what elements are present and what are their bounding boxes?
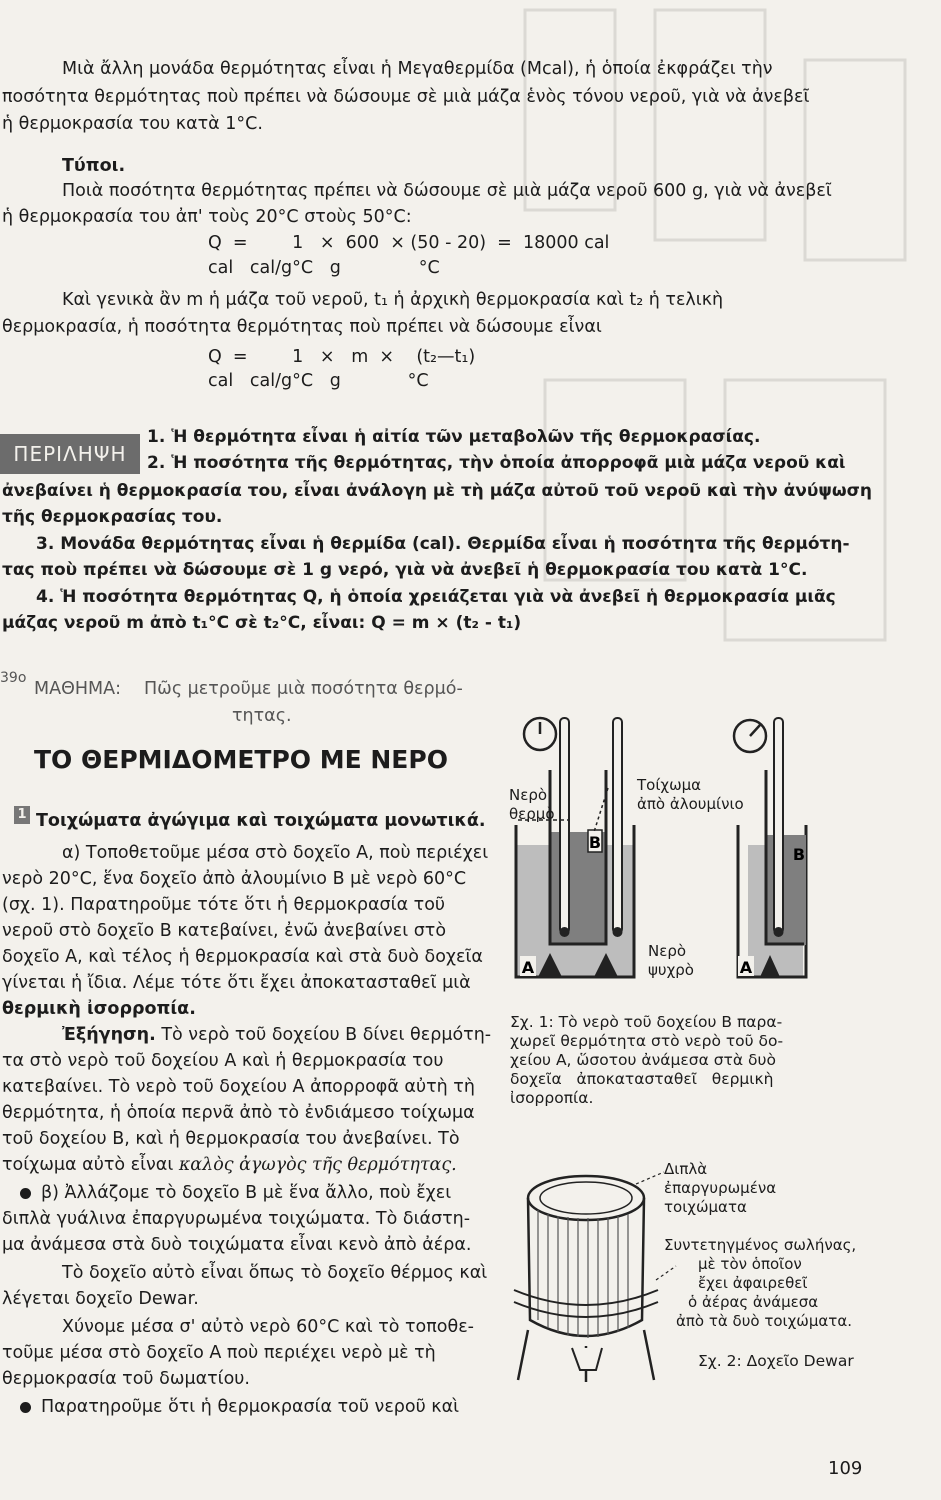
- summary-point-4b: μάζας νεροῦ m ἀπὸ t₁°C σὲ t₂°C, εἶναι: Q = m × (t₂ - t₁): [2, 613, 522, 633]
- fig1-caption-4: δοχεῖα ἀποκατασταθεῖ θερμικὴ: [510, 1070, 774, 1088]
- body-a3: (σχ. 1). Παρατηροῦμε τότε ὅτι ἡ θερμοκρασία τοῦ: [2, 895, 446, 915]
- equation-1: Q = 1 × 600 × (50 - 20) = 18000 cal: [208, 233, 610, 253]
- body-c1: Τὸ δοχεῖο αὐτὸ εἶναι ὅπως τὸ δοχεῖο θέρμος καὶ: [62, 1263, 488, 1283]
- body-b2: διπλὰ γυάλινα ἐπαργυρωμένα τοιχώματα. Τὸ διάστη-: [2, 1209, 471, 1229]
- formula-general-2: θερμοκρασία, ἡ ποσότητα θερμότητας ποὺ πρέπει νὰ δώσουμε εἶναι: [2, 317, 602, 337]
- body-e6: τοίχωμα αὐτὸ εἶναι: [2, 1155, 174, 1175]
- equation-1-units: cal cal/g°C g °C: [208, 258, 440, 278]
- formulas-heading: Τύποι.: [62, 156, 126, 176]
- fig2-tube-label-5: ἀπὸ τὰ δυὸ τοιχώματα.: [676, 1312, 852, 1330]
- left-setup: [516, 718, 634, 977]
- label-B-left: Β: [588, 833, 602, 852]
- fig2-tube-label-4: ὁ ἀέρας ἀνάμεσα: [688, 1293, 819, 1311]
- body-d3: θερμοκρασία τοῦ δωματίου.: [2, 1369, 250, 1389]
- bullet-icon: [20, 1402, 31, 1413]
- label-B-right: Β: [792, 845, 806, 864]
- fig2-walls-label-2: ἐπαργυρωμένα: [664, 1179, 777, 1197]
- body-a5: δοχεῖο Α, καὶ τέλος ἡ θερμοκρασία καὶ στὰ δυὸ δοχεῖα: [2, 947, 483, 967]
- body-c2: λέγεται δοχεῖο Dewar.: [2, 1289, 199, 1309]
- body-e1: Τὸ νερὸ τοῦ δοχείου Β δίνει θερμότη-: [155, 1025, 492, 1045]
- body-b1: β) Ἀλλάζομε τὸ δοχεῖο Β μὲ ἕνα ἄλλο, ποὺ ἔχει: [41, 1183, 452, 1203]
- fig1-wall-label-1: Τοίχωμα: [637, 776, 702, 794]
- fig1-caption-3: χείου Α, ὥσοτου ἀνάμεσα στὰ δυὸ: [510, 1051, 776, 1069]
- intro-line-2: ποσότητα θερμότητας ποὺ πρέπει νὰ δώσουμε σὲ μιὰ μάζα ἑνὸς τόνου νεροῦ, γιὰ νὰ ἀνεβεῖ: [2, 87, 810, 107]
- intro-line-1: Μιὰ ἄλλη μονάδα θερμότητας εἶναι ἡ Μεγαθερμίδα (Mcal), ἡ ὁποία ἐκφράζει τὴν: [62, 59, 773, 79]
- body-e4: θερμότητα, ἡ ὁποία περνᾶ ἀπὸ τὸ ἐνδιάμεσο τοίχωμα: [2, 1103, 475, 1123]
- formula-question-1b: ἡ θερμοκρασία του ἀπ' τοὺς 20°C στοὺς 50°C:: [2, 207, 412, 227]
- figure-1-calorimeter: [508, 710, 808, 980]
- fig2-tube-label-3: ἔχει ἀφαιρεθεῖ: [698, 1274, 808, 1292]
- fig2-walls-label-1: Διπλὰ: [664, 1160, 708, 1178]
- body-b3: μα ἀνάμεσα στὰ δυὸ τοιχώματα εἶναι κενὸ ἀπὸ ἀέρα.: [2, 1235, 472, 1255]
- intro-line-3: ἡ θερμοκρασία του κατὰ 1°C.: [2, 114, 263, 134]
- summary-point-3b: τας ποὺ πρέπει νὰ δώσουμε σὲ 1 g νερό, γιὰ νὰ ἀνεβεῖ ἡ θερμοκρασία του κατὰ 1°C.: [2, 560, 808, 580]
- label-A-right: Α: [739, 958, 753, 977]
- bullet-icon: [20, 1188, 31, 1199]
- subsection-title: Τοιχώματα ἀγώγιμα καὶ τοιχώματα μονωτικά.: [36, 811, 486, 831]
- lesson-label: ΜΑΘΗΜΑ:: [34, 679, 121, 699]
- body-a4: νεροῦ στὸ δοχεῖο Β κατεβαίνει, ἐνῶ ἀνεβαίνει στὸ: [2, 921, 447, 941]
- body-d2: τοῦμε μέσα στὸ δοχεῖο Α ποὺ περιέχει νερὸ μὲ τὴ: [2, 1343, 436, 1363]
- body-f1: Παρατηροῦμε ὅτι ἡ θερμοκρασία τοῦ νεροῦ καὶ: [41, 1397, 460, 1417]
- lesson-title-2: τητας.: [232, 706, 292, 726]
- subsection-number: 1: [14, 806, 30, 824]
- fig1-cold-water-label-2: ψυχρὸ: [648, 961, 694, 979]
- lesson-title-1: Πῶς μετροῦμε μιὰ ποσότητα θερμό-: [144, 679, 463, 699]
- fig2-walls-label-3: τοιχώματα: [664, 1198, 747, 1216]
- body-e5: τοῦ δοχείου Β, καὶ ἡ θερμοκρασία του ἀνεβαίνει. Τὸ: [2, 1129, 460, 1149]
- body-e6-italic: καλὸς ἀγωγὸς τῆς θερμότητας.: [178, 1155, 457, 1175]
- summary-point-2: 2. Ἡ ποσότητα τῆς θερμότητας, τὴν ὁποία ἀπορροφᾶ μιὰ μάζα νεροῦ καὶ: [147, 453, 846, 473]
- explanation-lead: Ἐξήγηση.: [62, 1025, 156, 1045]
- lesson-number: 39ο: [0, 670, 27, 686]
- summary-point-2b: ἀνεβαίνει ἡ θερμοκρασία του, εἶναι ἀνάλογη μὲ τὴ μάζα αὐτοῦ τοῦ νεροῦ καὶ τὴν ἀνύψωση: [2, 481, 872, 501]
- figure-2-dewar-flask: [508, 1170, 678, 1385]
- label-A-left: Α: [521, 958, 535, 977]
- summary-point-1: 1. Ἡ θερμότητα εἶναι ἡ αἰτία τῶν μεταβολῶν τῆς θερμοκρασίας.: [147, 427, 761, 447]
- summary-tag: ΠΕΡΙΛΗΨΗ: [0, 434, 140, 474]
- equation-2-units: cal cal/g°C g °C: [208, 371, 429, 391]
- body-a2: νερὸ 20°C, ἕνα δοχεῖο ἀπὸ ἀλουμίνιο Β μὲ νερὸ 60°C: [2, 869, 467, 889]
- fig1-hot-water-label-2: θερμὸ: [509, 805, 555, 823]
- right-setup: [734, 718, 806, 977]
- body-a7: θερμικὴ ἰσορροπία.: [2, 999, 196, 1019]
- section-title: ΤΟ ΘΕΡΜΙΔΟΜΕΤΡΟ ΜΕ ΝΕΡΟ: [34, 745, 448, 774]
- body-a6: γίνεται ἡ ἴδια. Λέμε τότε ὅτι ἔχει ἀποκατασταθεῖ μιὰ: [2, 973, 471, 993]
- formula-general-1: Καὶ γενικὰ ἂν m ἡ μάζα τοῦ νεροῦ, t₁ ἡ ἀρχικὴ θερμοκρασία καὶ t₂ ἡ τελικὴ: [62, 290, 724, 310]
- fig2-tube-label-1: Συντετηγμένος σωλήνας,: [664, 1236, 857, 1254]
- fig1-caption-2: χωρεῖ θερμότητα στὸ νερὸ τοῦ δο-: [510, 1032, 784, 1050]
- fig1-wall-label-2: ἀπὸ ἀλουμίνιο: [637, 795, 744, 813]
- body-d1: Χύνομε μέσα σ' αὐτὸ νερὸ 60°C καὶ τὸ τοποθε-: [62, 1317, 474, 1337]
- body-e3: κατεβαίνει. Τὸ νερὸ τοῦ δοχείου Α ἀπορροφᾶ αὐτὴ τὴ: [2, 1077, 475, 1097]
- summary-point-4: 4. Ἡ ποσότητα θερμότητας Q, ἡ ὁποία χρειάζεται γιὰ νὰ ἀνεβεῖ ἡ θερμοκρασία μιᾶς: [36, 587, 836, 607]
- body-a1: α) Τοποθετοῦμε μέσα στὸ δοχεῖο Α, ποὺ περιέχει: [62, 843, 489, 863]
- page-number: 109: [828, 1458, 863, 1479]
- fig1-hot-water-label-1: Νερὸ: [509, 786, 548, 804]
- summary-point-2c: τῆς θερμοκρασίας του.: [2, 507, 223, 527]
- fig2-caption: Σχ. 2: Δοχεῖο Dewar: [698, 1352, 854, 1370]
- summary-point-3: 3. Μονάδα θερμότητας εἶναι ἡ θερμίδα (cal). Θερμίδα εἶναι ἡ ποσότητα τῆς θερμότη-: [36, 534, 850, 554]
- formula-question-1: Ποιὰ ποσότητα θερμότητας πρέπει νὰ δώσουμε σὲ μιὰ μάζα νεροῦ 600 g, γιὰ νὰ ἀνεβεῖ: [62, 181, 832, 201]
- fig2-tube-label-2: μὲ τὸν ὁποῖον: [698, 1255, 802, 1273]
- fig1-caption-1: Σχ. 1: Τὸ νερὸ τοῦ δοχείου Β παρα-: [510, 1013, 783, 1031]
- fig1-caption-5: ἰσορροπία.: [510, 1089, 594, 1107]
- fig1-cold-water-label-1: Νερὸ: [648, 942, 687, 960]
- body-e2: τα στὸ νερὸ τοῦ δοχείου Α καὶ ἡ θερμοκρασία του: [2, 1051, 444, 1071]
- equation-2: Q = 1 × m × (t₂—t₁): [208, 347, 476, 367]
